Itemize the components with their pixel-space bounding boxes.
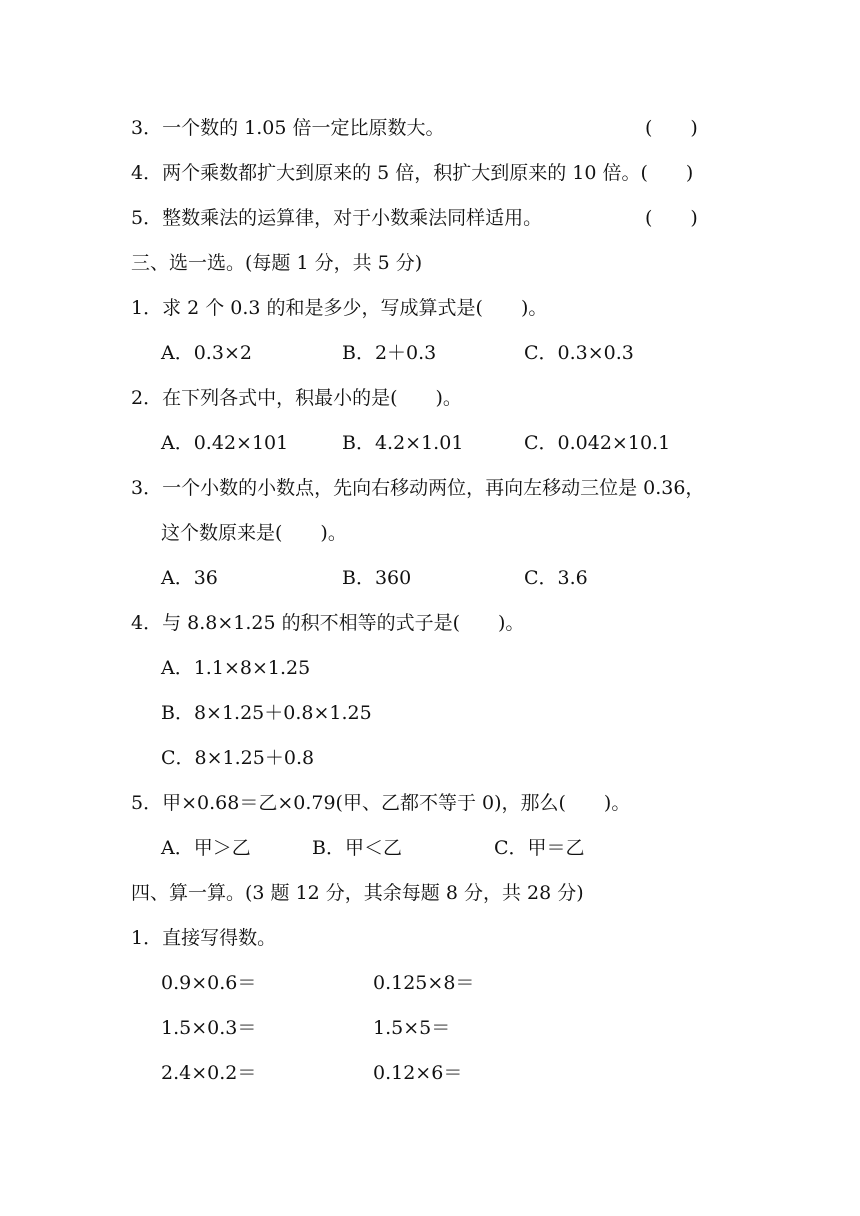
calc-expression-left-1: 0.9×0.6＝	[161, 972, 257, 994]
choice-q3-stem-line1: 3．一个小数的小数点，先向右移动两位，再向左移动三位是 0.36，	[131, 477, 705, 499]
choice-q2-option-a[interactable]: A．0.42×101	[161, 432, 289, 454]
choice-q3-option-c[interactable]: C．3.6	[524, 567, 588, 589]
choice-q5-option-b[interactable]: B．甲＜乙	[312, 837, 402, 859]
choice-q4-option-b[interactable]: B．8×1.25＋0.8×1.25	[161, 702, 372, 724]
judge-q5-text: 5．整数乘法的运算律，对于小数乘法同样适用。	[131, 207, 543, 229]
choice-q1-option-b[interactable]: B．2＋0.3	[342, 342, 437, 364]
calc-expression-left-2: 1.5×0.3＝	[161, 1017, 257, 1039]
calc-expression-right-3: 0.12×6＝	[373, 1062, 463, 1084]
choice-q5-option-c[interactable]: C．甲＝乙	[494, 837, 585, 859]
calc-q1-stem: 1．直接写得数。	[131, 927, 277, 949]
choice-section-heading: 三、选一选。(每题 1 分，共 5 分)	[131, 252, 423, 274]
calc-expression-right-2: 1.5×5＝	[373, 1017, 451, 1039]
choice-q5-stem: 5．甲×0.68＝乙×0.79(甲、乙都不等于 0)，那么( )。	[131, 792, 631, 814]
choice-q3-option-b[interactable]: B．360	[342, 567, 412, 589]
choice-q3-stem-line2: 这个数原来是( )。	[161, 522, 347, 544]
choice-q5-option-a[interactable]: A．甲＞乙	[161, 837, 251, 859]
choice-q1-option-c[interactable]: C．0.3×0.3	[524, 342, 634, 364]
choice-q1-option-a[interactable]: A．0.3×2	[161, 342, 252, 364]
calc-expression-right-1: 0.125×8＝	[373, 972, 475, 994]
judge-q5-answer-paren[interactable]: ( )	[645, 207, 698, 229]
choice-q1-stem: 1．求 2 个 0.3 的和是多少，写成算式是( )。	[131, 297, 548, 319]
choice-q4-option-c[interactable]: C．8×1.25＋0.8	[161, 747, 315, 769]
judge-q3-answer-paren[interactable]: ( )	[645, 117, 698, 139]
judge-q3-text: 3．一个数的 1.05 倍一定比原数大。	[131, 117, 445, 139]
calc-section-heading: 四、算一算。(3 题 12 分，其余每题 8 分，共 28 分)	[131, 882, 584, 904]
choice-q2-option-c[interactable]: C．0.042×10.1	[524, 432, 671, 454]
choice-q3-option-a[interactable]: A．36	[161, 567, 218, 589]
choice-q4-stem: 4．与 8.8×1.25 的积不相等的式子是( )。	[131, 612, 525, 634]
choice-q2-option-b[interactable]: B．4.2×1.01	[342, 432, 464, 454]
choice-q4-option-a[interactable]: A．1.1×8×1.25	[161, 657, 311, 679]
choice-q2-stem: 2．在下列各式中，积最小的是( )。	[131, 387, 462, 409]
calc-expression-left-3: 2.4×0.2＝	[161, 1062, 257, 1084]
judge-q4-text: 4．两个乘数都扩大到原来的 5 倍，积扩大到原来的 10 倍。( )	[131, 162, 694, 184]
